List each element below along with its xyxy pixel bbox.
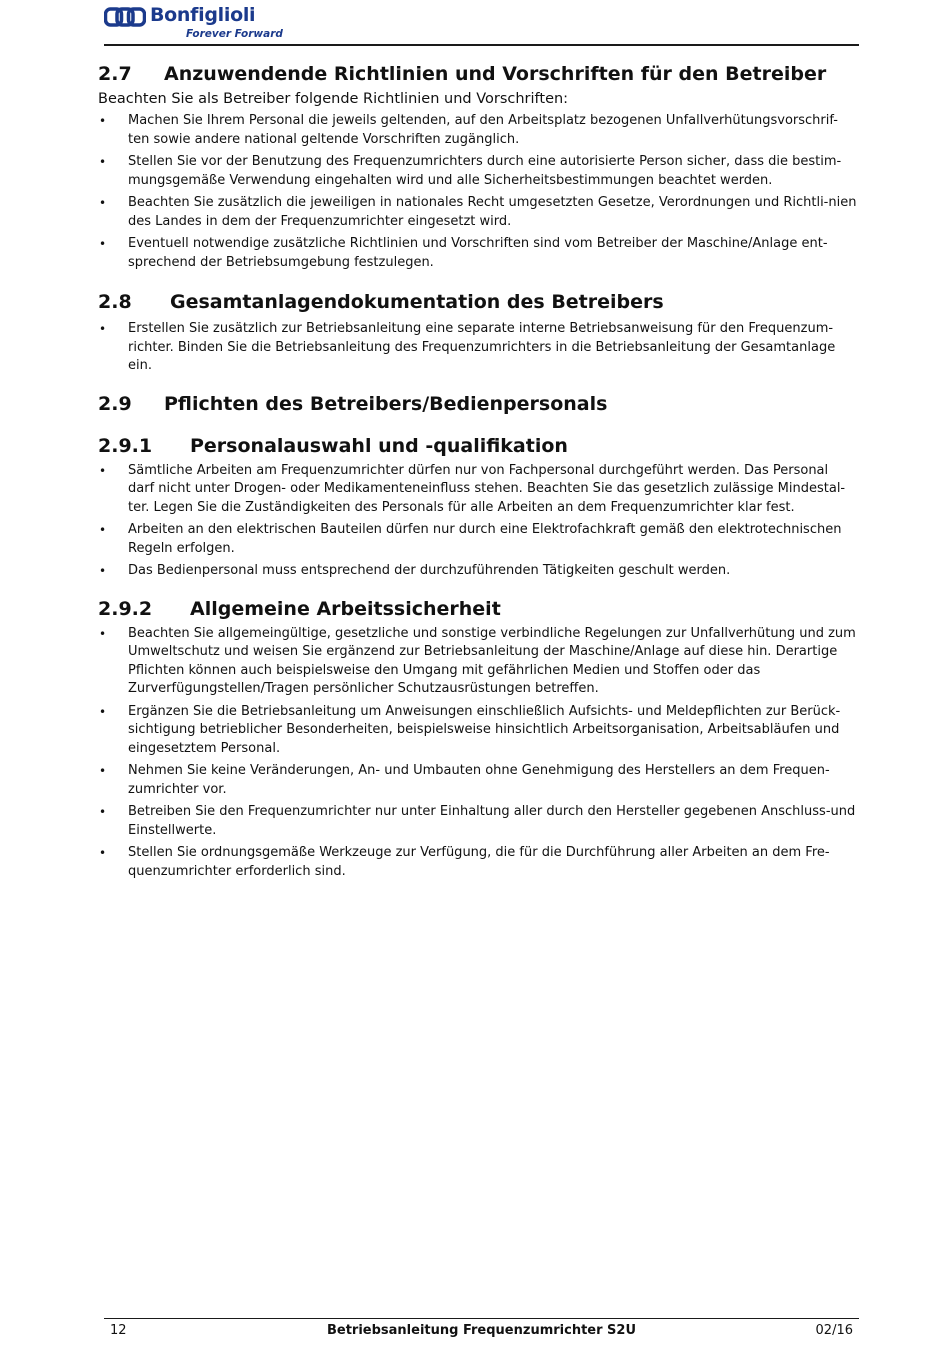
section-heading-2-8 xyxy=(98,290,858,314)
document-body xyxy=(98,62,858,885)
section-number: 2.8 xyxy=(98,291,132,313)
list-item: • Machen Sie Ihrem Personal die jeweils geltenden, auf den Arbeitsplatz bezogenen Unfallverhütungsvorschrif-ten sowie andere national geltende Vorschriften zugänglich. xyxy=(98,112,858,149)
list-item: • Stellen Sie vor der Benutzung des Frequenzumrichters durch eine autorisierte Person sicher, dass die bestim-mungsgemäße Verwendung eingehalten wird und alle Sicherheitsbestimmungen beachtet werden. xyxy=(98,153,858,190)
list-item: • Nehmen Sie keine Veränderungen, An- und Umbauten ohne Genehmigung des Herstellers an dem Frequen-zumrichter vor. xyxy=(98,762,858,799)
bullet-list xyxy=(98,112,858,272)
bonfiglioli-logo-mark-icon xyxy=(104,6,146,28)
list-item: • Beachten Sie allgemeingültige, gesetzliche und sonstige verbindliche Regelungen zur Unfallverhütung und zum Umweltschutz und weisen Sie ergänzend zur Betriebsanleitung der Maschine/Anlage auf diese hin. Derartige Pflichten können auch beispielsweise den Umgang mit gefährlichen Medien und Stoffen oder das Zurverfügungstellen/Tragen persönlicher Schutzausrüstungen betreffen. xyxy=(98,625,858,699)
section-title: Gesamtanlagendokumentation des Betreibers xyxy=(170,291,664,313)
list-item: • Ergänzen Sie die Betriebsanleitung um Anweisungen einschließlich Aufsichts- und Meldepflichten zur Berück-sichtigung betrieblicher Besonderheiten, beispielsweise hinsichtlich Arbeitsorganisation, Arbeitsabläufen und eingesetztem Personal. xyxy=(98,703,858,759)
section-number: 2.7 xyxy=(98,63,132,85)
list-item: • Betreiben Sie den Frequenzumrichter nur unter Einhaltung aller durch den Hersteller gegebenen Anschluss-und Einstellwerte. xyxy=(98,803,858,840)
logo-name: Bonfiglioli xyxy=(150,4,256,26)
bullet-list xyxy=(98,462,858,581)
list-item: • Sämtliche Arbeiten am Frequenzumrichter dürfen nur von Fachpersonal durchgeführt werden. Das Personal darf nicht unter Drogen- oder Medikamenteneinfluss stehen. Beachten Sie das gesetzlich zulässige Mindestal-ter. Legen Sie die Zuständigkeiten des Personals für alle Arbeiten an dem Frequenzumrichter klar fest. xyxy=(98,462,858,518)
section-heading-2-7 xyxy=(98,62,858,86)
page-footer xyxy=(104,1318,859,1343)
section-number: 2.9.2 xyxy=(98,597,153,620)
footer-date: 02/16 xyxy=(815,1323,853,1338)
page-number: 12 xyxy=(110,1323,127,1338)
list-item: • Beachten Sie zusätzlich die jeweiligen in nationales Recht umgesetzten Gesetze, Verordnungen und Richtli-nien des Landes in dem der Frequenzumrichter eingesetzt wird. xyxy=(98,194,858,231)
section-heading-2-9-1 xyxy=(98,434,858,458)
logo-tagline: Forever Forward xyxy=(186,28,283,40)
section-intro: Beachten Sie als Betreiber folgende Richtlinien und Vorschriften: xyxy=(98,91,569,107)
section-title: Anzuwendende Richtlinien und Vorschriften für den Betreiber xyxy=(164,63,827,85)
section-title: Allgemeine Arbeitssicherheit xyxy=(190,597,501,620)
list-item: • Stellen Sie ordnungsgemäße Werkzeuge zur Verfügung, die für die Durchführung aller Arbeiten an dem Fre-quenzumrichter erforderlich sind. xyxy=(98,844,858,881)
list-item: • Das Bedienpersonal muss entsprechend der durchzuführenden Tätigkeiten geschult werden. xyxy=(98,562,858,581)
section-title: Pflichten des Betreibers/Bedienpersonals xyxy=(164,392,608,415)
list-item: • Eventuell notwendige zusätzliche Richtlinien und Vorschriften sind vom Betreiber der Maschine/Anlage ent-sprechend der Betriebsumgebung festzulegen. xyxy=(98,235,858,272)
page-header xyxy=(104,2,859,46)
section-number: 2.9 xyxy=(98,392,132,415)
bonfiglioli-logo xyxy=(104,4,344,42)
section-title: Personalauswahl und -qualifikation xyxy=(190,434,568,457)
section-heading-2-9 xyxy=(98,392,858,416)
section-heading-2-9-2 xyxy=(98,597,858,621)
section-number: 2.9.1 xyxy=(98,434,153,457)
list-item: • Erstellen Sie zusätzlich zur Betriebsanleitung eine separate interne Betriebsanweisung für den Frequenzum-richter. Binden Sie die Betriebsanleitung des Frequenzumrichters in die Betriebsanleitung der Gesamtanlage ein. xyxy=(98,320,858,376)
bullet-list xyxy=(98,320,858,376)
bullet-list xyxy=(98,625,858,882)
list-item: • Arbeiten an den elektrischen Bauteilen dürfen nur durch eine Elektrofachkraft gemäß den elektrotechnischen Regeln erfolgen. xyxy=(98,521,858,558)
footer-title: Betriebsanleitung Frequenzumrichter S2U xyxy=(326,1323,637,1338)
